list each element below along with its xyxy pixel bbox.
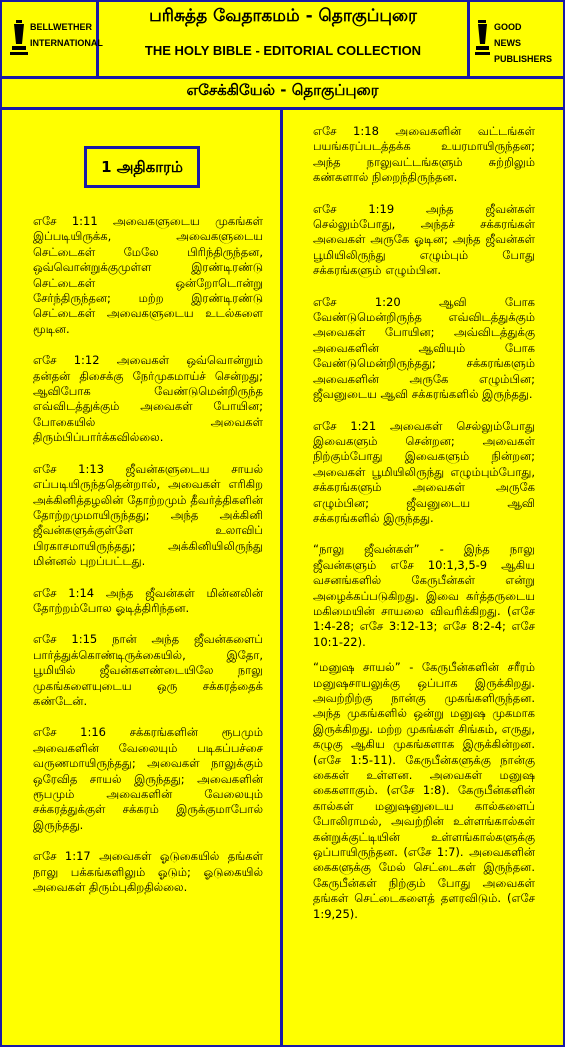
- book-subtitle: எசேக்கியேல் - தொகுப்புரை: [186, 81, 379, 99]
- lamp-icon: [8, 6, 103, 70]
- verse-1-14: எசே 1:14 அந்த ஜீவன்கள் மின்னலின் தோற்றம்போல ஓடித்திரிந்தன.: [33, 585, 263, 615]
- verse-1-19: எசே 1:19 அந்த ஜீவன்கள் செல்லும்போது, அந்தச் சக்கரங்கள் அவைகள் அருகே ஓடின; அந்த ஜீவன்கள் பூமியிலிருந்து எழும்பும் போது சக்கரங்களும் எழும்பின.: [313, 201, 535, 278]
- left-column: [33, 214, 263, 911]
- verse-1-21: எசே 1:21 அவைகள் செல்லும்போது இவைகளும் சென்றன; அவைகள் நிற்கும்போது இவைகளும் நின்றன; அவைகள் பூமியிலிருந்து எழும்பும்போது, சக்கரங்களும் அவைகள் அருகே எழும்பின; ஜீவனுடைய ஆவி சக்கரங்களில் இருந்தது.: [313, 418, 535, 525]
- verse-1-17: எசே 1:17 அவைகள் ஓடுகையில் தங்கள் நாலு பக்கங்களிலும் ஓடும்; ஓடுகையில் அவைகள் திரும்புகிறதில்லை.: [33, 849, 263, 895]
- title-english: THE HOLY BIBLE - EDITORIAL COLLECTION: [144, 43, 422, 58]
- good-news-logo: [474, 6, 554, 70]
- header-divider-top: [0, 76, 565, 79]
- torch-icon: [474, 6, 554, 70]
- right-logo-text: GOOD NEWS PUBLISHERS: [494, 22, 553, 64]
- verse-1-13: எசே 1:13 ஜீவன்களுடைய சாயல் எப்படியிருந்ததென்றால், அவைகள் எரிகிற அக்கினித்தழலின் தோற்றமும் தீவர்த்திகளின் தோற்றமுமாயிருந்தது; அந்த அக்கினி ஜீவன்களுக்குள்ளே உலாவிப் பிரகாசமாயிருந்தது; அக்கினியிலிருந்து மின்னல் புறப்பட்டது.: [33, 461, 263, 569]
- header-right-divider: [467, 0, 470, 78]
- note-four-living-creatures: “நாலு ஜீவன்கள்” - இந்த நாலு ஜீவன்களும் எசே 10:1,3,5-9 ஆகிய வசனங்களில் கேருபீன்கள் என்று அழைக்கப்படுகிறது. இவை கர்த்தருடைய மகிமையின் சாயலை விவரிக்கிறது. (எசே 1:4-28; எசே 3:12-13; எசே 8:2-4; எசே 10:1-22).: [313, 542, 535, 649]
- note-human-likeness: “மனுஷ சாயல்” - கேருபீன்களின் சரீரம் மனுஷசாயலுக்கு ஒப்பாக இருக்கிறது. அவற்றிற்கு நான்கு முகங்களிருந்தன. அந்த முகங்களில் ஒன்று மனுஷ முகமாக இருக்கிறது. மற்ற முகங்கள் சிங்கம், எருது, கழுகு ஆகிய முகங்களாக இருக்கின்றன. (எசே 1:5-11). கேருபீன்களுக்கு நான்கு கைகள் உள்ளன. அவைகள் மனுஷ கைகளாகும். (எசே 1:8). கேருபீன்களின் கால்கள் மனுஷனுடைய கால்களைப் போலிராமல், அவற்றின் உள்ளங்கால்கள் கன்றுக்குட்டியின் உள்ளங்கால்களுக்கு ஒப்பாயிருந்தன. (எசே 1:7). அவைகளின் கைகளுக்கு மேல் செட்டைகள் இருந்தன. கேருபீன்கள் நிற்கும் போது அவைகள் தங்கள் செட்டைகளைத் தளரவிடும். (எசே 1:9,25).: [313, 660, 535, 921]
- column-divider: [280, 108, 283, 1047]
- verse-1-20: எசே 1:20 ஆவி போக வேண்டுமென்றிருந்த எவ்விடத்துக்கும் அவைகள் போயின; அவ்விடத்துக்கு அவைகளின் ஆவியும் போக வேண்டுமென்றிருந்தது; சக்கரங்களும் அவைகளின் அருகே எழும்பின; ஜீவனுடைய ஆவி சக்கரங்களில் இருந்தது.: [313, 294, 535, 402]
- verse-1-18: எசே 1:18 அவைகளின் வட்டங்கள் பயங்கரப்படத்தக்க உயரமாயிருந்தன; அந்த நாலுவட்டங்களும் சுற்றிலும் கண்களால் நிறைந்திருந்தன.: [313, 124, 535, 185]
- left-logo-text: BELLWETHER INTERNATIONAL: [30, 22, 103, 48]
- verse-1-16: எசே 1:16 சக்கரங்களின் ரூபமும் அவைகளின் வேலையும் படிகப்பச்சை வருணமாயிருந்தது; அவைகள் நாலுக்கும் ஒரேவித சாயல் இருந்தது; அவைகளின் ரூபமும் அவைகளின் வேலையும் சக்கரத்துக்குள் சக்கரம் இருக்குமாபோல் இருந்தது.: [33, 725, 263, 832]
- title-tamil: பரிசுத்த வேதாகமம் - தொகுப்புரை: [149, 6, 417, 26]
- right-column: [313, 124, 535, 932]
- verse-1-15: எசே 1:15 நான் அந்த ஜீவன்களைப் பார்த்துக்கொண்டிருக்கையில், இதோ, பூமியில் ஜீவன்களண்டையிலே நாலு முகங்களையுடைய ஒரு சக்கரத்தைக் கண்டேன்.: [33, 632, 263, 708]
- bellwether-logo: [8, 6, 103, 70]
- verse-1-12: எசே 1:12 அவைகள் ஒவ்வொன்றும் தன்தன் திசைக்கு நேர்முகமாய்ச் சென்றது; ஆவிபோக வேண்டுமென்றிருந்த எவ்விடத்துக்கும் அவைகள் போயின; போகையில் அவைகள் திரும்பிப்பார்க்கவில்லை.: [33, 353, 263, 445]
- verse-1-11: எசே 1:11 அவைகளுடைய முகங்கள் இப்படியிருக்க, அவைகளுடைய செட்டைகள் மேலே பிரிந்திருந்தன, ஒவ்வொன்றுக்குமுள்ள இரண்டிரண்டு செட்டைகள் ஒன்றோடொன்று சேர்ந்திருந்தன; மற்ற இரண்டிரண்டு செட்டைகள் அவைகளுடைய உடல்களை மூடின.: [33, 214, 263, 336]
- chapter-label: 1 அதிகாரம்: [84, 146, 200, 188]
